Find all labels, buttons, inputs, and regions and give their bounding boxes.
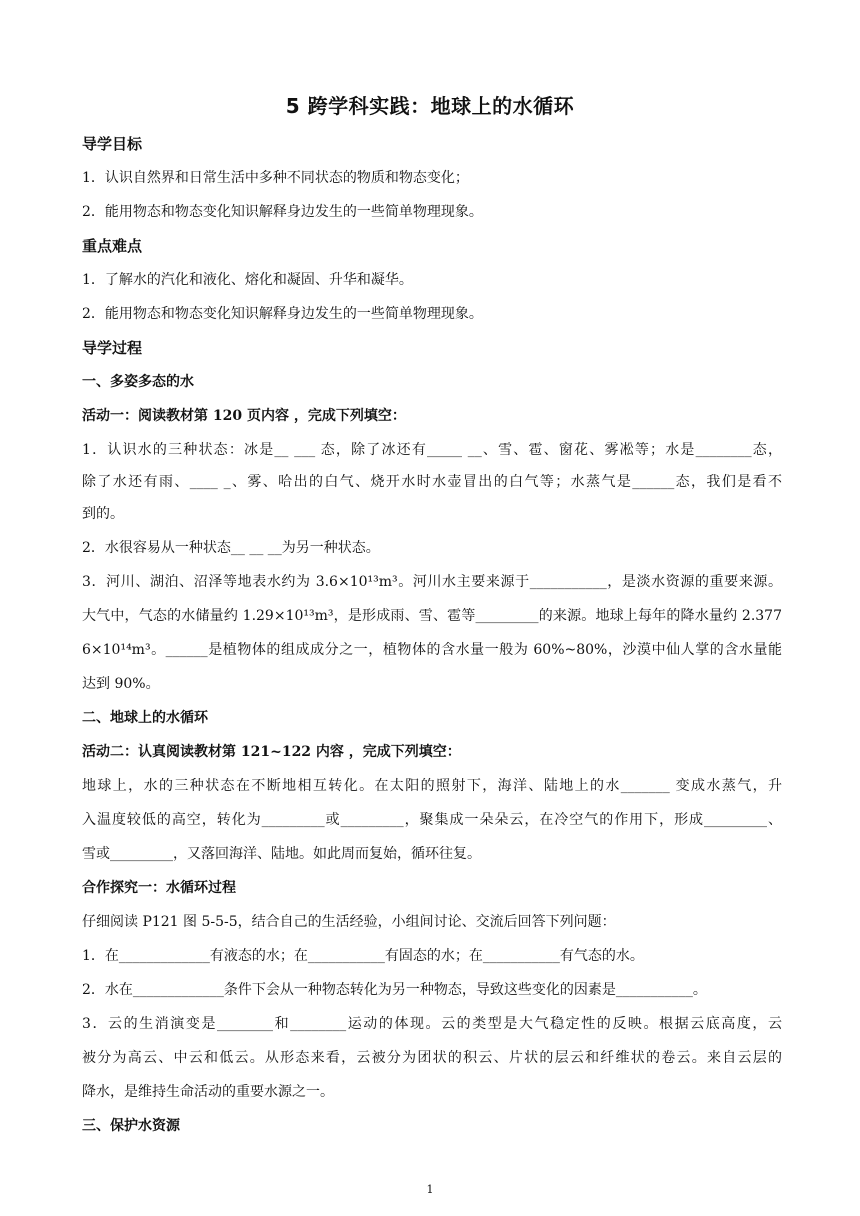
paragraph-line: 2．水在_____________条件下会从一种物态转化为另一种物态，导致这些变化的因素是___________。 [82, 982, 707, 998]
goals-heading: 导学目标 [82, 135, 143, 153]
paragraph-line: 1．认识水的三种状态：冰是__ ___ 态，除了冰还有_____ __、雪、雹、窗花、雾凇等；水是________态， [82, 442, 782, 458]
paragraph-line: 达到 90%。 [82, 676, 160, 692]
activity2-intro [82, 742, 782, 762]
paragraph-line: 2．水很容易从一种状态__ __ __为另一种状态。 [82, 540, 380, 556]
paragraph-line: 除了水还有雨、____ _、雾、哈出的白气、烧开水时水壶冒出的白气等；水蒸气是______态，我们是看不 [82, 474, 782, 490]
paragraph-line: 3．云的生消演变是________和________运动的体现。云的类型是大气稳定性的反映。根据云底高度，云 [82, 1016, 782, 1032]
coop-heading: 合作探究一：水循环过程 [82, 880, 236, 896]
part3-heading: 三、保护水资源 [82, 1118, 180, 1134]
paragraph-line: 3．河川、湖泊、沼泽等地表水约为 3.6×10¹³m³。河川水主要来源于___________，是淡水资源的重要来源。 [82, 574, 782, 590]
key-heading: 重点难点 [82, 237, 143, 255]
paragraph-line: 被分为高云、中云和低云。从形态来看，云被分为团状的积云、片状的层云和纤维状的卷云。来自云层的 [82, 1050, 782, 1066]
part2-heading: 二、地球上的水循环 [82, 710, 208, 726]
key-item: 1．了解水的汽化和液化、熔化和凝固、升华和凝华。 [82, 272, 413, 288]
paragraph-line: 降水，是维持生命活动的重要水源之一。 [82, 1084, 334, 1100]
activity2-text: 活动二：认真阅读教材第 121~122 内容 ，完成下列填空： [82, 744, 461, 760]
process-heading: 导学过程 [82, 339, 143, 357]
paragraph-line: 入温度较低的高空，转化为_________或_________，聚集成一朵朵云，在冷空气的作用下，形成_________、 [82, 812, 782, 828]
key-item: 2．能用物态和物态变化知识解释身边发生的一些简单物理现象。 [82, 306, 483, 322]
paragraph-line: 1．在_____________有液态的水；在___________有固态的水；在___________有气态的水。 [82, 948, 644, 964]
paragraph-line: 6×10¹⁴m³。______是植物体的组成成分之一，植物体的含水量一般为 60%~80%，沙漠中仙人掌的含水量能 [82, 642, 782, 658]
paragraph-line: 雪或_________，又落回海洋、陆地。如此周而复始，循环往复。 [82, 846, 481, 862]
goal-item: 1．认识自然界和日常生活中多种不同状态的物质和物态变化； [82, 170, 469, 186]
goal-item: 2．能用物态和物态变化知识解释身边发生的一些简单物理现象。 [82, 204, 483, 220]
page-number: 1 [426, 1183, 434, 1196]
paragraph-line: 到的。 [82, 506, 124, 522]
activity1-text: 活动一：阅读教材第 120 页内容 ，完成下列填空： [82, 408, 406, 424]
part1-heading: 一、多姿多态的水 [82, 374, 194, 390]
page-title: 5 跨学科实践：地球上的水循环 [285, 94, 575, 118]
paragraph-line: 仔细阅读 P121 图 5-5-5，结合自己的生活经验，小组间讨论、交流后回答下列问题： [82, 914, 616, 930]
paragraph-line: 地球上，水的三种状态在不断地相互转化。在太阳的照射下，海洋、陆地上的水_______ 变成水蒸气，升 [82, 778, 782, 794]
paragraph-line: 大气中，气态的水储量约 1.29×10¹³m³，是形成雨、雪、雹等_________的来源。地球上每年的降水量约 2.377 [82, 608, 782, 624]
activity1-intro [82, 406, 782, 426]
